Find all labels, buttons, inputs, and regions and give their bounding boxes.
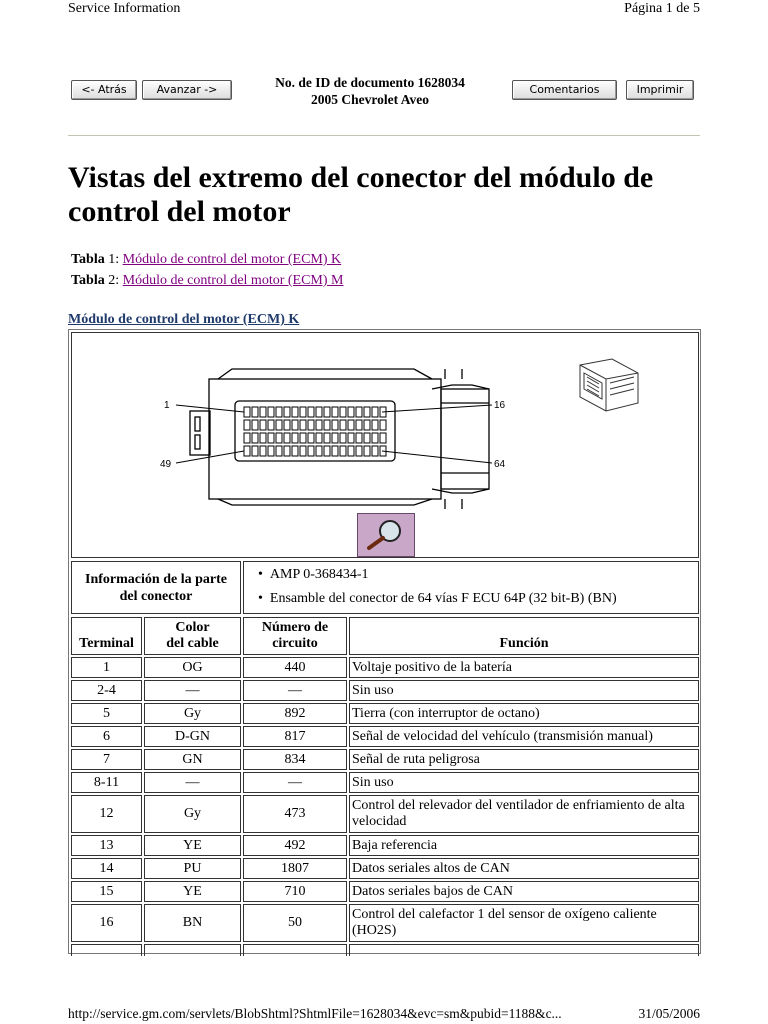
cell-circuit: 710 [243,881,347,902]
cell-function: Baja referencia [349,835,699,856]
footer-date: 31/05/2006 [638,1006,700,1021]
cell-circuit: 492 [243,835,347,856]
pin-label-49: 49 [160,459,172,470]
cell-terminal: 1 [71,657,142,678]
column-header: Función [349,617,699,655]
pin-label-1: 1 [164,400,170,411]
pin-label-16: 16 [494,400,506,411]
column-header: Número de circuito [243,617,347,655]
vehicle-text: 2005 Chevrolet Aveo [311,92,429,107]
cell-circuit: — [243,772,347,793]
section-title: Módulo de control del motor (ECM) K [68,312,300,327]
cell-color: BN [144,904,241,942]
page-title [68,161,708,229]
cell-terminal: 15 [71,881,142,902]
part-info-bullet-2: • Ensamble del conector de 64 vías F ECU 64P (32 bit-B) (BN) [258,591,617,606]
cell-function: Señal de velocidad del vehículo (transmisión manual) [349,726,699,747]
divider [68,135,700,136]
part-info-bullet-1: • AMP 0-368434-1 [258,567,369,582]
cell-circuit: 473 [243,795,347,833]
part-info-bullet-text: Ensamble del conector de 64 vías F ECU 64P (32 bit-B) (BN) [269,591,617,606]
table-link-row-1 [71,252,341,268]
cell-terminal [71,944,142,956]
cell-circuit: 50 [243,904,347,942]
pin-label-64: 64 [494,459,506,470]
magnifier-icon [358,514,414,556]
cell-function: Datos seriales bajos de CAN [349,881,699,902]
cell-function: Señal de ruta peligrosa [349,749,699,770]
cell-color: OG [144,657,241,678]
zoom-button[interactable] [357,513,415,557]
forward-button[interactable]: Avanzar -> [142,80,232,100]
part-info-values [243,561,699,614]
cell-circuit: 1807 [243,858,347,879]
print-button[interactable]: Imprimir [626,80,694,100]
table-link-num: 2: [104,273,123,288]
part-info-label: Información de la parte del conector [71,561,241,614]
doc-id-text: No. de ID de documento 1628034 [275,75,465,90]
table-link-row-2 [71,273,344,289]
cell-function [349,944,699,956]
cell-circuit: 440 [243,657,347,678]
cell-color: D-GN [144,726,241,747]
cell-color: PU [144,858,241,879]
cell-terminal: 16 [71,904,142,942]
comments-button[interactable]: Comentarios [512,80,617,100]
cell-color: YE [144,835,241,856]
cell-terminal: 2-4 [71,680,142,701]
title-line-2: control del motor [68,195,291,228]
connector-3d-thumbnail [580,359,638,411]
cell-color: GN [144,749,241,770]
cell-function: Control del calefactor 1 del sensor de oxígeno caliente (HO2S) [349,904,699,942]
table-link-label: Tabla [71,252,105,267]
cell-function: Tierra (con interruptor de octano) [349,703,699,724]
part-info-bullet-text: AMP 0-368434-1 [269,567,369,582]
cell-circuit [243,944,347,956]
cell-terminal: 13 [71,835,142,856]
cell-circuit: — [243,680,347,701]
cell-terminal: 14 [71,858,142,879]
cell-function: Sin uso [349,772,699,793]
cell-circuit: 817 [243,726,347,747]
cell-color: Gy [144,795,241,833]
cell-terminal: 6 [71,726,142,747]
table-link-ecm-m[interactable]: Módulo de control del motor (ECM) M [122,273,344,288]
cell-terminal: 5 [71,703,142,724]
cell-color: — [144,772,241,793]
title-line-1: Vistas del extremo del conector del módulo de [68,161,654,194]
header-left: Service Information [68,1,181,16]
cell-circuit: 834 [243,749,347,770]
table-link-num: 1: [104,252,123,267]
cell-terminal: 12 [71,795,142,833]
cell-color [144,944,241,956]
table-link-ecm-k[interactable]: Módulo de control del motor (ECM) K [122,252,342,267]
connector-table [68,329,701,954]
back-button[interactable]: <- Atrás [71,80,137,100]
footer-url: http://service.gm.com/servlets/BlobShtml?ShtmlFile=1628034&evc=sm&pubid=1188&c... [68,1006,562,1021]
column-header: Terminal [71,617,142,655]
cell-function: Voltaje positivo de la batería [349,657,699,678]
cell-terminal: 8-11 [71,772,142,793]
column-header: Color del cable [144,617,241,655]
cell-color: Gy [144,703,241,724]
cell-color: — [144,680,241,701]
page-indicator: Página 1 de 5 [624,1,700,16]
cell-color: YE [144,881,241,902]
cell-function: Sin uso [349,680,699,701]
document-id [250,74,490,108]
connector-diagram-cell [71,332,699,558]
cell-terminal: 7 [71,749,142,770]
table-link-label: Tabla [71,273,105,288]
cell-function: Datos seriales altos de CAN [349,858,699,879]
cell-circuit: 892 [243,703,347,724]
cell-function: Control del relevador del ventilador de enfriamiento de alta velocidad [349,795,699,833]
